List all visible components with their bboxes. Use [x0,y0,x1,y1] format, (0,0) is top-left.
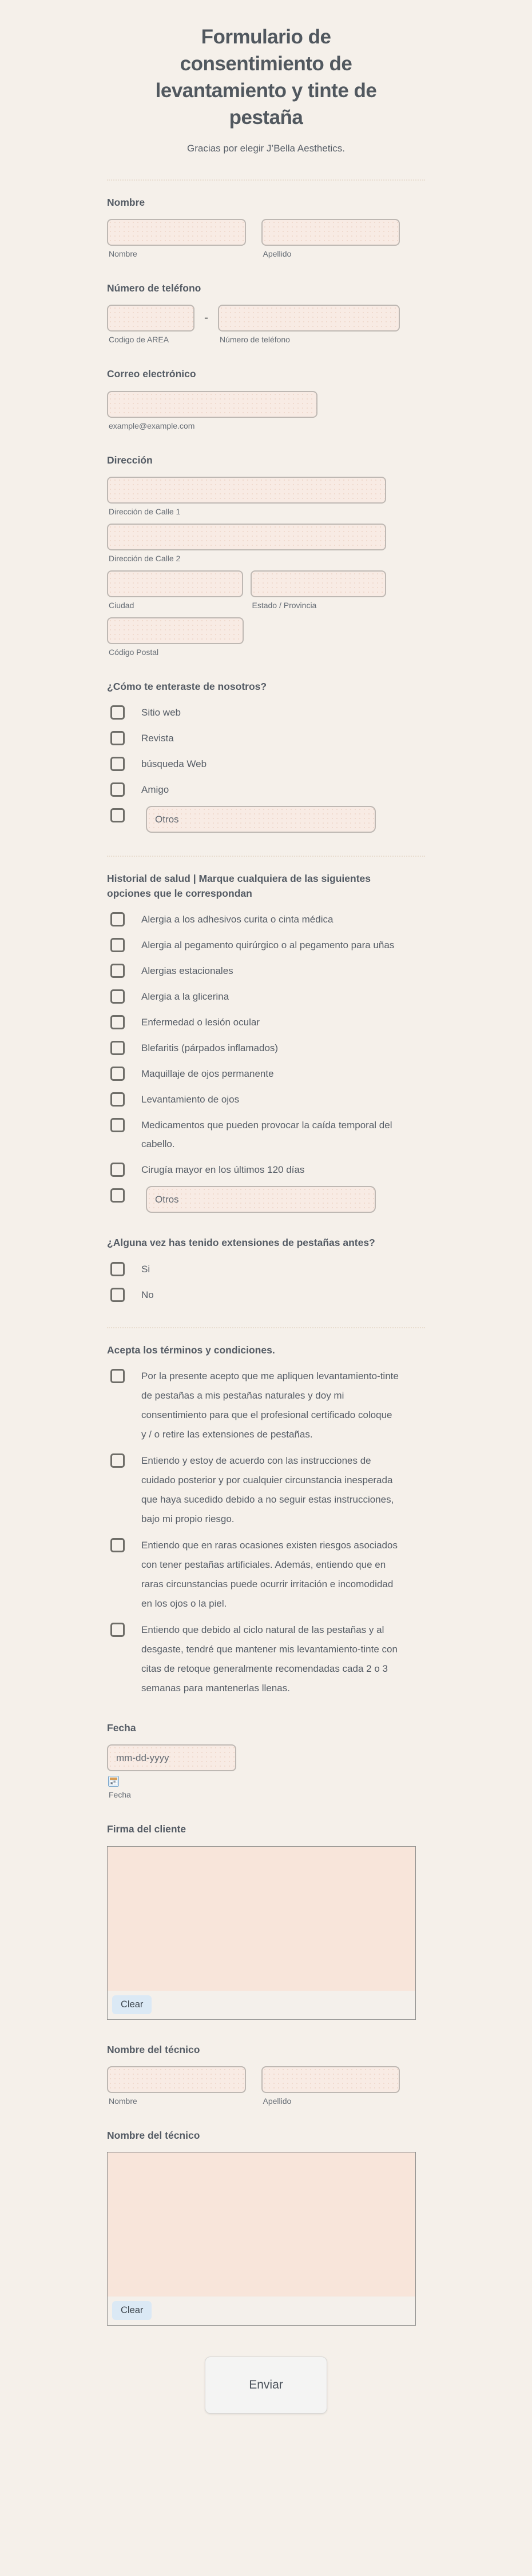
calendar-icon[interactable] [108,1776,119,1787]
checkbox-si[interactable] [110,1262,125,1276]
technician-last-name-input[interactable] [261,2066,400,2093]
email-sublabel: example@example.com [109,421,195,430]
checkbox-sitio-web[interactable] [110,705,125,720]
phone-number-sublabel: Número de teléfono [220,335,290,345]
extensions-label: ¿Alguna vez has tenido extensiones de pestañas antes? [107,1237,375,1249]
referral-option [107,703,425,722]
checkbox-term-retoque[interactable] [110,1623,125,1637]
client-signature-area[interactable] [108,1847,415,1991]
checkbox-blefaritis[interactable] [110,1041,125,1055]
terms-option [107,1620,425,1698]
technician-first-name-input[interactable] [107,2066,246,2093]
referral-option [107,754,425,773]
question-name [107,195,425,258]
referral-option-label: Amigo [141,784,169,796]
section-divider [107,856,425,857]
date-sublabel: Fecha [109,1790,131,1800]
terms-option [107,1536,425,1614]
address-label: Dirección [107,454,153,466]
terms-label: Acepta los términos y condiciones. [107,1344,275,1356]
area-code-sublabel: Codigo de AREA [109,335,169,345]
checkbox-levantamiento-ojos[interactable] [110,1092,125,1107]
technician-signature-clear-button[interactable]: Clear [112,2301,152,2320]
checkbox-medicamentos[interactable] [110,1118,125,1132]
terms-option-label: Entiendo y estoy de acuerdo con las instrucciones de cuidado posterior y por cualquier circunstancia inesperada que haya sucedido debido a no seguir estas instrucciones, bajo mi propio riesgo. [141,1455,394,1524]
question-referral [107,680,425,833]
terms-option [107,1367,425,1444]
extensions-option [107,1285,425,1304]
health-option [107,936,425,954]
date-input[interactable] [107,1744,236,1771]
extensions-option [107,1260,425,1279]
extensions-option-label: No [141,1289,154,1300]
question-address [107,453,425,657]
client-signature-pad [107,1846,416,2020]
section-divider [107,1327,425,1328]
health-option [107,910,425,929]
terms-option-label: Entiendo que en raras ocasiones existen riesgos asociados con tener pestañas artificiales. Además, entiendo que en raras circunstancias puede ocurrir irritación e incomodidad en los ojos o la piel. [141,1539,398,1609]
state-input[interactable] [251,570,387,597]
question-health [107,872,425,1213]
section-divider [107,179,425,181]
last-name-input[interactable] [261,219,400,246]
technician-last-name-sublabel: Apellido [263,2096,292,2106]
health-option-label: Alergia a los adhesivos curita o cinta médica [141,914,334,925]
checkbox-alergias-estacionales[interactable] [110,964,125,978]
email-label: Correo electrónico [107,368,196,380]
zip-sublabel: Código Postal [109,648,159,657]
health-option-label: Levantamiento de ojos [141,1094,240,1105]
city-input[interactable] [107,570,243,597]
extensions-option-label: Si [141,1263,150,1275]
question-date [107,1721,425,1799]
health-option [107,1064,425,1083]
referral-other-option [107,806,425,833]
health-option-label: Alergias estacionales [141,965,233,977]
checkbox-enfermedad-ocular[interactable] [110,1015,125,1029]
health-option [107,987,425,1006]
referral-option-label: Revista [141,733,174,744]
question-technician-name [107,2043,425,2106]
question-phone [107,281,425,344]
checkbox-alergia-adhesivos[interactable] [110,912,125,926]
health-option [107,961,425,980]
phone-number-input[interactable] [218,305,400,332]
health-option [107,1013,425,1032]
first-name-sublabel: Nombre [109,249,137,258]
date-label: Fecha [107,1722,136,1734]
terms-option-label: Por la presente acepto que me apliquen levantamiento-tinte de pestañas a mis pestañas naturales y doy mi consentimiento para que el profesional certificado coloque y / o retire las extensiones de pestañas. [141,1370,399,1440]
health-option-label: Alergia al pegamento quirúrgico o al pegamento para uñas [141,940,395,951]
checkbox-alergia-glicerina[interactable] [110,989,125,1004]
phone-label: Número de teléfono [107,282,201,294]
health-option [107,1039,425,1057]
health-other-input[interactable] [146,1186,376,1213]
phone-separator: - [204,311,208,325]
checkbox-cirugia-mayor[interactable] [110,1163,125,1177]
checkbox-term-consentimiento[interactable] [110,1369,125,1383]
state-sublabel: Estado / Provincia [252,601,317,610]
health-label: Historial de salud | Marque cualquiera de las siguientes opciones que le correspondan [107,873,371,899]
health-option-label: Cirugía mayor en los últimos 120 días [141,1164,305,1176]
referral-option-label: Sitio web [141,707,181,718]
zip-input[interactable] [107,617,244,644]
terms-option [107,1451,425,1529]
name-label: Nombre [107,196,145,208]
health-option-label: Maquillaje de ojos permanente [141,1068,274,1080]
checkbox-term-riesgos[interactable] [110,1538,125,1552]
street2-sublabel: Dirección de Calle 2 [109,554,181,564]
technician-name-label: Nombre del técnico [107,2043,200,2055]
checkbox-health-otros[interactable] [110,1188,125,1203]
question-terms [107,1343,425,1698]
street1-input[interactable] [107,477,386,504]
question-email [107,367,425,430]
referral-option [107,780,425,799]
checkbox-no[interactable] [110,1288,125,1302]
street2-input[interactable] [107,524,386,550]
form-subtitle: Gracias por elegir J’Bella Aesthetics. [187,142,345,154]
checkbox-alergia-pegamento[interactable] [110,938,125,952]
referral-label: ¿Cómo te enteraste de nosotros? [107,681,267,693]
question-client-signature [107,1822,425,2019]
referral-other-input[interactable] [146,806,376,833]
referral-option-label: búsqueda Web [141,758,207,770]
health-option [107,1116,425,1153]
checkbox-referral-otros[interactable] [110,808,125,822]
health-option-label: Blefaritis (párpados inflamados) [141,1043,279,1054]
technician-signature-area[interactable] [108,2152,415,2297]
health-option [107,1090,425,1109]
page-title: Formulario de consentimiento de levantamiento y tinte de pestaña [155,26,377,129]
client-signature-label: Firma del cliente [107,1823,186,1835]
health-option-label: Medicamentos que pueden provocar la caída temporal del cabello. [141,1120,392,1150]
health-other-option [107,1186,425,1213]
last-name-sublabel: Apellido [263,249,292,258]
email-input[interactable] [107,391,317,418]
technician-first-name-sublabel: Nombre [109,2096,137,2106]
client-signature-clear-button[interactable]: Clear [112,1995,152,2014]
technician-signature-label: Nombre del técnico [107,2130,200,2142]
health-option [107,1160,425,1179]
technician-signature-pad [107,2152,416,2326]
question-technician-signature [107,2128,425,2326]
checkbox-revista[interactable] [110,731,125,745]
health-option-label: Alergia a la glicerina [141,991,229,1003]
checkbox-busqueda-web[interactable] [110,757,125,771]
street1-sublabel: Dirección de Calle 1 [109,507,181,517]
health-option-label: Enfermedad o lesión ocular [141,1017,260,1028]
terms-option-label: Entiendo que debido al ciclo natural de las pestañas y al desgaste, tendré que mantener mis levantamiento-tinte con citas de retoque generalmente recomendadas cada 2 o 3 semanas para mantenerlas llenas. [141,1624,398,1694]
area-code-input[interactable] [107,305,194,332]
submit-button[interactable]: Enviar [205,2357,327,2414]
checkbox-maquillaje-permanente[interactable] [110,1067,125,1081]
checkbox-amigo[interactable] [110,782,125,797]
city-sublabel: Ciudad [109,601,134,610]
first-name-input[interactable] [107,219,246,246]
referral-option [107,729,425,748]
question-extensions [107,1236,425,1304]
checkbox-term-cuidado-posterior[interactable] [110,1453,125,1468]
